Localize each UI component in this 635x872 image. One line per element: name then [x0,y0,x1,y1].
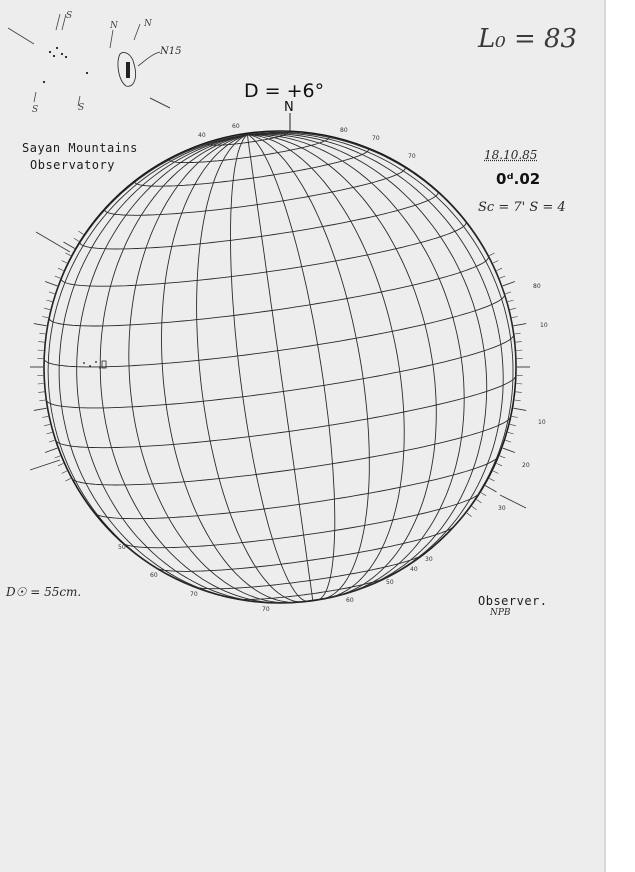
limb-tick [58,268,64,270]
longitude-mark: 50 [118,544,126,551]
longitude-line [77,135,278,603]
longitude-mark: 70 [190,591,198,598]
latitude-line [44,294,504,367]
latitude-line [61,222,466,286]
limb-tick [497,463,503,465]
limb-tick [49,440,55,442]
limb-tick [65,478,70,481]
longitude-line [48,135,247,592]
limb-tick [55,276,61,278]
limb-tick [62,471,67,474]
observation-date: 18.10.85 [484,148,538,162]
sketch-dot [61,53,63,55]
sunspot-dot [89,365,91,367]
latitude-line [80,192,438,249]
longitude-line [44,135,247,440]
sketch-dot [43,81,45,83]
limb-tick [49,292,55,294]
sketch-dot [86,72,88,74]
limb-tick [510,308,516,310]
longitude-line [247,134,503,588]
limb-tick [493,261,498,264]
limb-tick [513,324,526,326]
sunspot-dot [83,362,85,364]
limb-tick [515,333,521,334]
longitude-line [197,135,305,602]
limb-tick [503,448,515,452]
sketch-stroke [150,98,170,108]
limb-tick [505,292,511,294]
longitude-mark: 70 [262,606,270,613]
sketch-letter: S [66,11,73,21]
limb-tick [500,276,506,278]
limb-tick [55,456,61,458]
longitude-mark: 30 [425,556,433,563]
latitude-mark: 80 [533,283,541,290]
north-label: N [284,100,294,115]
limb-guide-line [30,460,60,470]
limb-tick [516,350,522,351]
latitude-line [46,334,513,408]
sketch-letter: S [78,103,85,113]
latitude-mark: 10 [538,419,546,426]
latitude-line [56,375,516,448]
limb-tick [79,231,84,234]
limb-tick [489,478,494,481]
sketch-letter: S [32,105,39,115]
longitude-line [247,133,513,564]
limb-tick [515,400,521,401]
longitude-line [247,135,404,599]
limb-tick [472,506,477,510]
observatory-line-2: Observatory [30,158,115,172]
sketch-stroke [8,28,34,44]
sketch-dot [65,56,67,58]
limb-tick [505,440,511,442]
longitude-mark: 70 [372,135,380,142]
sketch-letter: N [110,21,118,31]
longitude-mark: 80 [340,127,348,134]
limb-tick [42,416,48,417]
sketch-stroke [138,52,160,66]
observer-label: Observer. [478,594,548,608]
latitude-mark: 10 [540,322,548,329]
longitude-mark: 60 [346,597,354,604]
sunspot-dot [95,361,97,363]
limb-tick [34,408,47,410]
limb-tick [46,300,52,302]
limb-tick [44,308,50,310]
limb-tick [508,300,514,302]
sketch-letter: N [144,19,152,29]
limb-tick [481,493,486,496]
limb-tick [62,261,67,264]
longitude-mark: 70 [408,153,416,160]
limb-tick [42,317,48,318]
limb-tick [46,432,52,434]
limb-tick [39,333,45,334]
l0-value: L₀ = 83 [478,24,578,54]
observation-time: 0ᵈ.02 [496,170,541,188]
sketch-dot [56,47,58,49]
latitude-mark: 20 [522,462,530,469]
declination-title: D = +6° [244,80,325,102]
sunspot-dot [99,367,101,369]
observer-initials: NPB [490,608,511,618]
longitude-mark: 40 [198,132,206,139]
longitude-line [247,135,312,601]
sunspot-umbra [126,62,130,78]
limb-tick [38,342,44,343]
limb-tick [45,448,57,452]
limb-tick [485,486,496,493]
limb-tick [38,384,44,385]
observatory-name [22,140,138,174]
limb-tick [512,317,518,318]
limb-tick [493,471,498,474]
limb-tick [477,500,482,503]
limb-tick [64,242,75,249]
limb-tick [516,342,522,343]
limb-guide-line [36,232,70,252]
longitude-line [247,132,516,375]
longitude-mark: 50 [386,579,394,586]
sketch-dot [49,51,51,53]
longitude-mark: 60 [232,123,240,130]
limb-tick [497,268,503,270]
limb-tick [74,238,79,241]
limb-tick [512,416,518,417]
sketch-stroke [56,14,66,30]
sketch-stroke [34,92,80,106]
limb-tick [34,324,47,326]
longitude-line [247,135,436,597]
disk-diameter: D☉ = 55cm. [6,585,82,599]
longitude-line [247,135,369,600]
limb-tick [510,424,516,426]
limb-tick [44,424,50,426]
limb-tick [65,253,70,256]
limb-tick [45,282,57,286]
limb-tick [467,513,472,517]
longitude-mark: 60 [150,572,158,579]
limb-tick [516,384,522,385]
observatory-line-1: Sayan Mountains [22,141,138,155]
limb-tick [508,432,514,434]
seeing-values: Sc = 7' S = 4 [478,200,566,215]
limb-tick [38,392,44,393]
limb-tick [503,282,515,286]
limb-tick [489,253,494,256]
sketch-dot [53,55,55,57]
limb-tick [500,456,506,458]
limb-tick [39,400,45,401]
longitude-mark: 40 [410,566,418,573]
latitude-mark: 30 [498,505,506,512]
sunspot-region-label: N15 [160,46,182,57]
longitude-line [100,135,288,603]
limb-tick [58,463,64,465]
longitude-line [59,135,259,602]
limb-tick [513,408,526,410]
limb-tick [516,392,522,393]
limb-tick [38,350,44,351]
longitude-line [231,135,309,602]
